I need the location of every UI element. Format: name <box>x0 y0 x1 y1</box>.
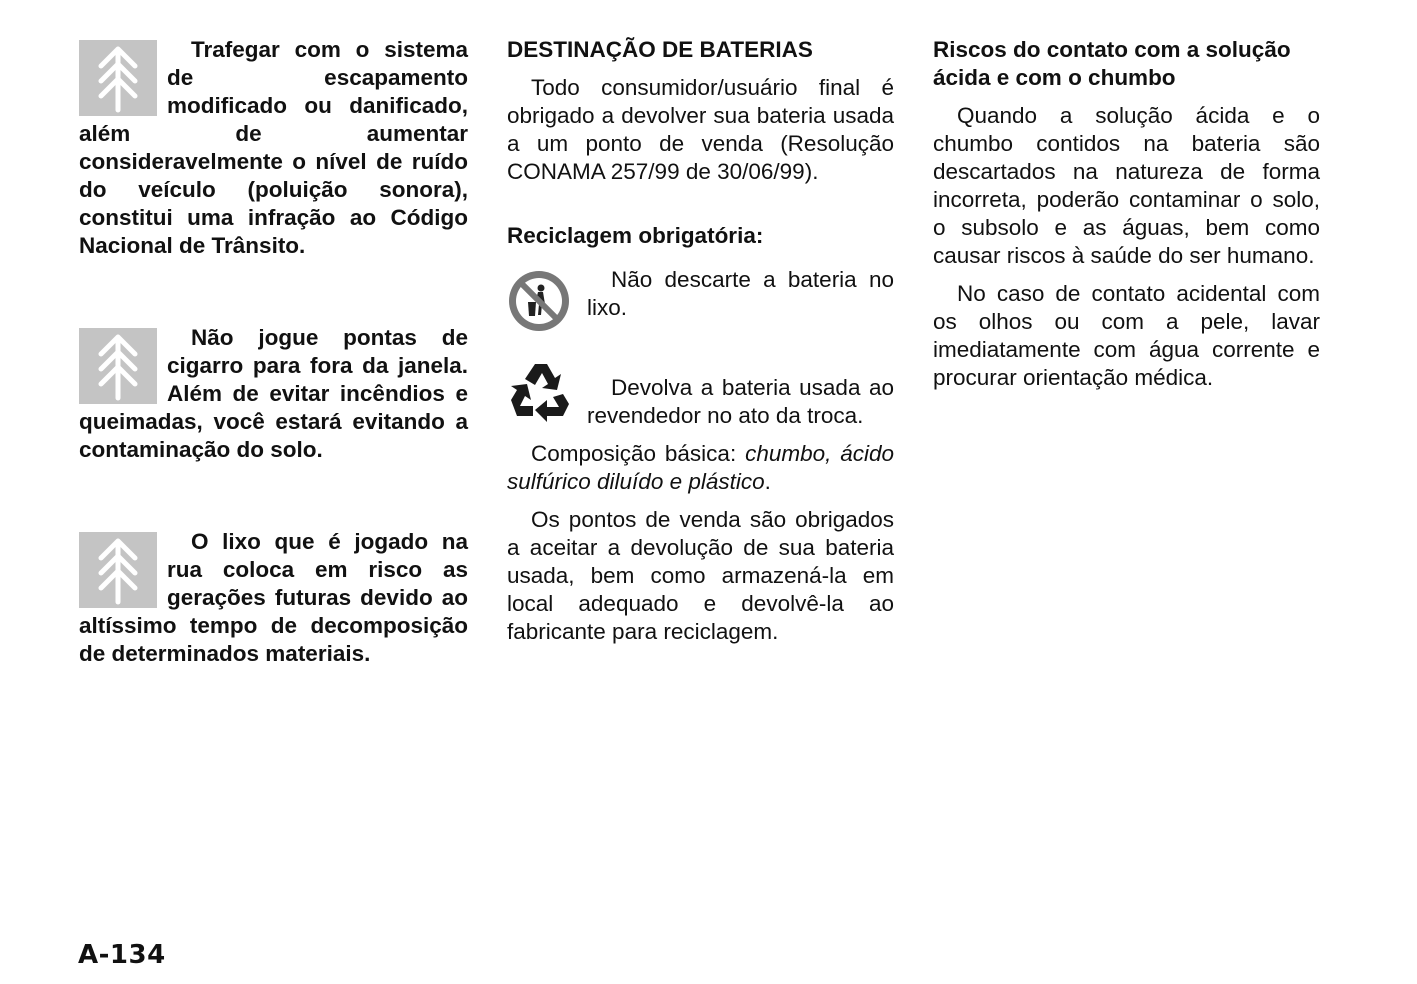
return-battery-instruction <box>507 366 894 430</box>
recycle-tree-icon <box>79 532 157 608</box>
column-risks <box>933 36 1320 392</box>
section-heading: Riscos do contato com a solução ácida e com o chumbo <box>933 37 1291 90</box>
section-heading: DESTINAÇÃO DE BATERIAS <box>507 37 813 62</box>
page-number: A-134 <box>78 940 166 970</box>
no-trash-text: Não descarte a bateria no lixo. <box>587 267 894 320</box>
recycle-icon <box>505 360 575 426</box>
return-battery-text: Devolva a bateria usada ao revendedor no ato da troca. <box>587 375 894 428</box>
composition-label: Composição básica: <box>531 441 746 466</box>
accidental-contact-paragraph: No caso de contato acidental com os olhos ou com a pele, lavar imediatamente com água corrente e procurar orientação médica. <box>933 281 1320 390</box>
risks-paragraph: Quando a solução ácida e o chumbo contidos na bateria são descartados na natureza de forma incorreta, poderão contaminar o solo, o subsolo e as águas, bem como causar riscos à saúde do ser humano. <box>933 103 1320 268</box>
composition-value: chumbo, ácido sulfúrico diluído e plástico <box>507 441 894 494</box>
recycle-tree-icon <box>79 40 157 116</box>
column-eco-notes <box>79 36 468 732</box>
eco-note-trash <box>79 528 468 668</box>
no-trash-icon <box>505 268 575 334</box>
intro-paragraph: Todo consumidor/usuário final é obrigado a devolver sua bateria usada a um ponto de venda (Resolução CONAMA 257/99 de 30/06/99). <box>507 75 894 184</box>
subheading: Reciclagem obrigatória: <box>507 223 764 248</box>
eco-note-cigarette <box>79 324 468 464</box>
eco-note-text: Não jogue pontas de cigarro para fora da janela. Além de evitar incêndios e queimadas, você estará evitando a contaminação do solo. <box>79 325 468 462</box>
recycle-tree-icon <box>79 328 157 404</box>
eco-note-exhaust <box>79 36 468 260</box>
composition-end: . <box>764 469 771 494</box>
points-of-sale-paragraph: Os pontos de venda são obrigados a aceitar a devolução de sua bateria usada, bem como armazená-la em local adequado e devolvê-la ao fabricante para reciclagem. <box>507 507 894 644</box>
eco-note-text: Trafegar com o sistema de escapamento modificado ou danificado, além de aumentar consideravelmente o nível de ruído do veículo (poluição sonora), constitui uma infração ao Código Nacional de Trânsito. <box>79 37 468 258</box>
composition-paragraph <box>507 440 894 496</box>
column-battery-disposal <box>507 36 894 646</box>
no-trash-instruction <box>507 264 894 324</box>
eco-note-text: O lixo que é jogado na rua coloca em risco as gerações futuras devido ao altíssimo tempo de decomposição de determinados materiais. <box>79 529 468 666</box>
